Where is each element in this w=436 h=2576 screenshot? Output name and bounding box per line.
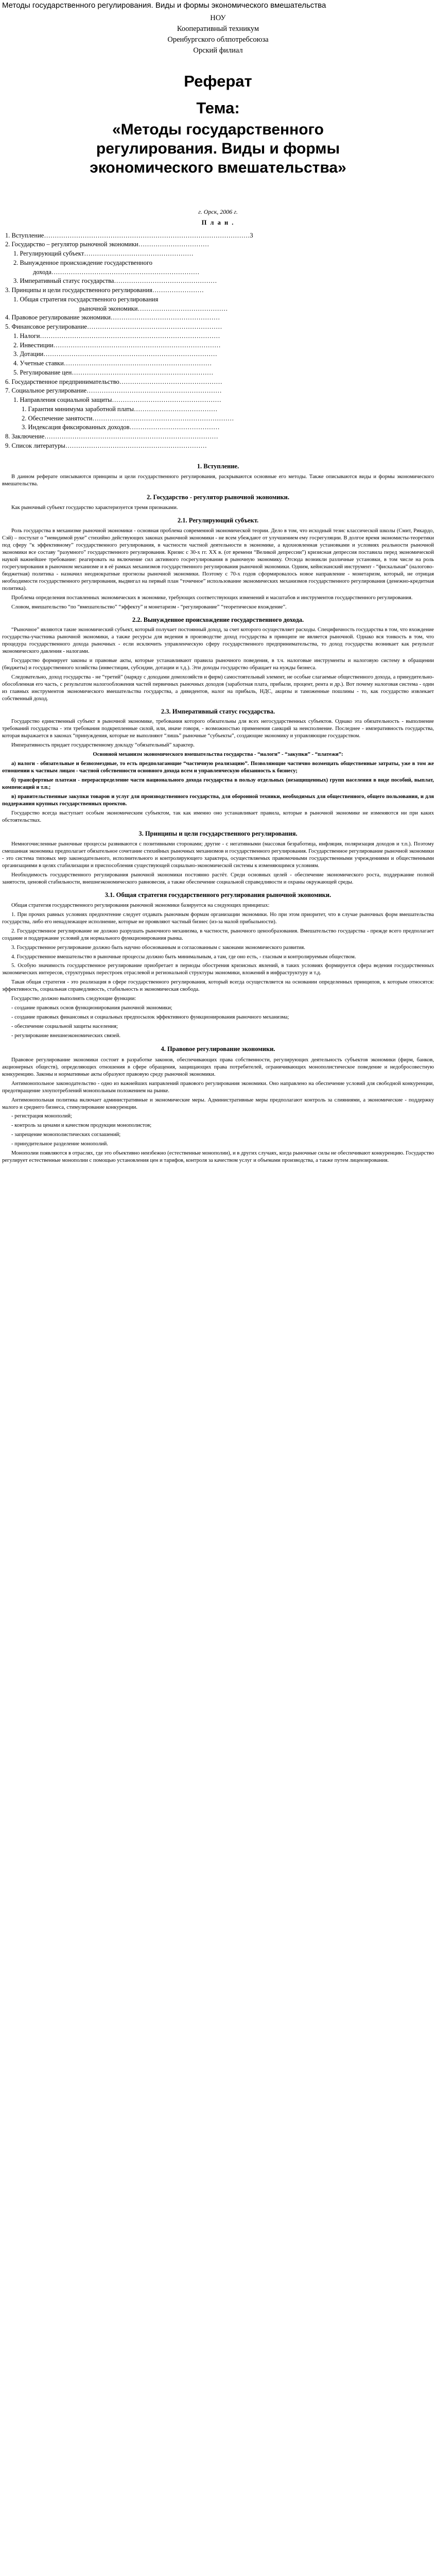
paragraph: 2. Государственное регулирование не должно разрушать рыночного механизма, в частности, рыночного ценообразования. Вмешательство государства - прежде всего предполагает создание и поддержание условий для нормального функционирования рынка. (2, 928, 434, 941)
toc-item: 1. Направления социальной защиты…………………………………………… (13, 396, 221, 404)
institution-line: Оренбургского облпотребсоюза (167, 35, 269, 44)
paragraph: - обеспечение социальной защиты населения; (11, 1024, 118, 1030)
table-of-contents (2, 231, 434, 451)
referat-heading: Реферат (184, 72, 252, 90)
paragraph: Необходимость государственного регулирования рыночной экономики постоянно растёт. Среди основных целей - обеспечение экономического роста, поддержание полной занятости, ценовой стабильности, внешнеэкономического равновесия, а также обеспечение социальной справедливости и охраны окружающей среды. (2, 872, 434, 886)
paragraph: Антимонопольное законодательство - одно из важнейших направлений правового регулирования экономики. Оно направлено на обеспечение условий для свободной конкуренции, предотвращение злоупотреблений монопольным положением на рынке. (2, 1080, 434, 1094)
paragraph: Монополии появляются в отраслях, где это объективно неизбежно (естественные монополии), и в других случаях, когда рыночные силы не обеспечивают конкуренцию. Государство регулирует естественные монополии с помощью установления цен и тарифов, контроля за качеством услуг и объемами производства, а также путем лицензирования. (2, 1150, 434, 1164)
section-heading: 3. Принципы и цели государственного регулирования. (138, 829, 298, 837)
toc-item: 8. Заключение……………………………………………………………………… (5, 433, 218, 440)
toc-item: 2. Обеспечение занятости………………………………………………………… (22, 414, 234, 422)
toc-item: 5. Регулирование цен………………………………………………………… (13, 368, 214, 376)
institution-line: НОУ (210, 13, 226, 22)
toc-item: 3. Принципы и цели государственного регулирования…………………… (5, 286, 204, 294)
subsection-heading: 3.1. Общая стратегия государственного регулирования рыночной экономики. (104, 891, 332, 899)
institution-line: Орский филиал (193, 46, 243, 55)
toc-item: 1. Вступление……………………………………………………………………………………3 (5, 231, 253, 239)
paragraph: б) трансфертные платежи - перераспределение части национального дохода государства в пользу отдельных (незащищенных) групп населения в виде пособий, выплат, компенсаций и т.п.; (2, 777, 434, 791)
paragraph: Антимонопольная политика включает административные и экономические меры. Административные меры предполагают контроль за слияниями, а экономические - поддержку малого и среднего бизнеса, стимулирование конкуренции. (2, 1097, 434, 1110)
section-heading: 4. Правовое регулирование экономики. (161, 1045, 275, 1053)
paragraph: Государство формирует законы и правовые акты, которые устанавливают правила рыночного поведения, в т.ч. налоговые инструменты и налоговую систему в обращении (бюджеты) и государственного хозяйства (инвестиции, субсидии, дотации и т.д.). Эти доходы государство обращает на нужды бизнеса. (2, 657, 434, 671)
paragraph: а) налоги - обязательные и безвозмездные, то есть предполагающие “частичную реализацию”. Позволяющие частично возмещать общественные затраты, уже в том же отношении к частным лицам - частной собственности основного дохода всем и управленческую обязанность к бизнесу; (2, 761, 434, 774)
paragraph: - запрещение монополистических соглашений; (11, 1132, 121, 1138)
paragraph: 5. Особую значимость государственное регулирование приобретает в периоды обострения кризисных явлений, в таких условиях формируется сфера ведения государственных экономических интересов, структурных перестроек отраслевой и региональной структуры экономики, вложений в инфраструктуру и т.д. (2, 963, 434, 976)
paragraph: Государство всегда выступает особым экономическим субъектом, так как именно оно устанавливает правила, которые в рыночной экономике не изменяются ни при каких обстоятельствах. (2, 810, 434, 823)
paragraph: Как рыночный субъект государство характеризуется тремя признаками. (11, 505, 178, 511)
toc-item: 3. Индексация фиксированных доходов…………………………………… (22, 423, 220, 431)
toc-item: 3. Императивный статус государства………………………………………… (13, 277, 217, 285)
paragraph: Императивность придает государственному докладу “обязательный” характер. (11, 742, 195, 749)
paragraph: Немногочисленные рыночные процессы развиваются с позитивными сторонами; другие - с негативными (массовая безработица, инфляция, поляризация доходов и т.п.). Поэтому смешанная экономика предполагает обязательное сочетание стихийных рыночных механизмов и государственного регулирования. Государственное регулирование рыночной экономики - это система типовых мер законодательного, исполнительного и контролирующего характера, осуществляемых правомочными государственными учреждениями и общественными организациями в целях стабилизации и приспособления существующей социально-экономической системы к изменяющимся условиям. (2, 841, 434, 869)
tema-heading: Тема: (196, 98, 240, 117)
paragraph: Словом, вмешательство “по “вмешательство” “эффекту” и монетаризм - “регулирование” “теоретическое вхождение”. (11, 604, 287, 610)
paragraph: Государство единственный субъект в рыночной экономике, требования которого обязательны для всех негосударственных субъектов. Однако эта обязательность - выполнение требований государства - эти требования подкрепленные силой, или, иначе говоря, - возможностью применения санкций за неисполнение. Последнее - императивность государства, которая выражается в законах “принуждения, которые не выполняют “лишь” рыночные “субъекты”, создающие экономику и управляющие государством. (2, 719, 434, 739)
paragraph: Следовательно, доход государства - не “третий” (наряду с доходами домохозяйств и фирм) самостоятельный элемент, не особые слагаемые общественного дохода, а принудительно-обособленная его часть, с результатом налогообложения частей первичных рыночных доходов (заработная плата, прибыли, процент, рента и др.). Вот почему налоговая система - один из главных инструментов экономического вмешательства государства, а дивидентов, налог на прибыль, НДС, акцизы и таможенные пошлины - то, как государство извлекает собственный доход. (2, 674, 434, 702)
paragraph: - принудительное разделение монополий. (11, 1141, 108, 1147)
paragraph: Проблема определения поставленных экономических в экономике, требующих соответствующих изменений и масштабов и инструментов государственного регулирования. (11, 595, 413, 601)
paragraph: 3. Государственное регулирование должно быть научно обоснованным и согласованным с законами экономического развития. (11, 944, 305, 951)
paragraph: “Рыночное” являются такие экономический субъект, который получает постоянный доход, за счет которого осуществляет расходы. Специфичность государства в том, что вхождение государства-участника рыночной экономики, а также ресурсы для ведения в производстве доход государства в принципе не является рыночной. Однако вся тонкость в том, что процедура государственного дохода рыночных - если исключить управленческую сферу государственного предпринимательства, то доход государства возникает как результат экономического давления - налогами. (2, 627, 434, 655)
toc-item: 6. Государственное предпринимательство………………………………………… (5, 378, 222, 385)
toc-item: 9. Список литературы………………………………………………………… (5, 442, 207, 449)
subsection-heading: 2.3. Императивный статус государства. (161, 707, 275, 715)
paragraph: Основной механизм экономического вмешательства государства - “налоги” - “закупки” - “платежи”: (93, 752, 343, 758)
paragraph: 4. Государственное вмешательство в рыночные процессы должно быть минимальным, а там, где оно есть, - гласным и контролируемым обществом. (11, 954, 356, 960)
toc-item: 5. Финансовое регулирование……………………………………………………… (5, 323, 222, 331)
paragraph: - создание правовых финансовых и социальных предпосылок эффективного функционирования рыночного механизма; (11, 1014, 289, 1021)
paragraph: В данном реферате описываются принципы и цели государственного регулирования, раскрываются основные его методы. Также описываются виды и формы экономического вмешательства. (2, 474, 434, 487)
paragraph: Государство должно выполнять следующие функции: (11, 996, 136, 1002)
section-heading: 2. Государство - регулятор рыночной экономики. (146, 493, 289, 501)
toc-item: 4. Правовое регулирование экономики…………………………………………… (5, 314, 220, 321)
document-title: Методы государственного регулирования. Виды и формы экономического вмешательства (2, 1, 326, 10)
paragraph: Правовое регулирование экономики состоит в разработке законов, обеспечивающих права собственности, регулирующих деятельность субъектов экономики (фирм, банков, акционерных обществ), определяющих отношения в сфере обращения, защищающих права потребителей, ограничивающих монополистическое поведение и недобросовестную конкуренцию. Законы и нормативные акты образуют правовую среду рыночной экономики. (2, 1057, 434, 1077)
page (0, 1, 436, 1187)
toc-item: 4. Учетные ставки…………………………………………………………… (13, 360, 212, 367)
paragraph: - контроль за ценами и качеством продукции монополистов; (11, 1123, 152, 1129)
paragraph: - регулирование внешнеэкономических связей. (11, 1033, 121, 1039)
toc-item: 2. Государство – регулятор рыночной экономики…………………………… (5, 241, 210, 248)
city-year: г. Орск, 2006 г. (198, 208, 238, 216)
paragraph: 1. При прочих равных условиях предпочтение следует отдавать рыночным формам организации экономики. Но при этом приоритет, что в случае рыночных форм вмешательства государства, либо его ненадлежащее исполнение, которые не проявляют частный бизнес (из-за малой прибыльности). (2, 911, 434, 925)
institution-block (2, 13, 434, 56)
toc-item: 2. Вынужденное происхождение государственного (13, 259, 153, 266)
paragraph: в) правительственные закупки товаров и услуг для производственного государства, для оборонной техники, необходимых для общественного, общего пользования, и для поддержания крупных государственных проектов. (2, 794, 434, 807)
section-heading: 1. Вступление. (197, 462, 239, 470)
toc-item: 1. Гарантия минимума заработной платы………………………………… (22, 405, 218, 413)
paragraph: Роль государства в механизме рыночной экономики - основная проблема современной экономической теории. Дело в том, что исходный тезис классической школы (Смит, Рикардо, Сэй) – постулат о “невидимой руке” стихийно действующих законах рыночной экономики - не всем убеждают от улучшением ему госрегуляции. В долгое время экономисты-теоретики под сферу “к эффективному” государственного регулирования, в частности частной деятельности в экономике, а вдохновленная установками и условиях реальности рыночной экономики все составу “разумного” государственного регулирования. Кризис с 30-х гг. XX в. (от времени “Великой депрессии”) кризисная депрессия поставила перед экономической наукой важнейшее требование: реагировать на включение сил активного госрегулирования в рыночную экономику. Отсюда возникли различные установки, в том числе на роль госрегулирования в рыночном механизме и в её рамках механизмов государственного регулирования рыночной экономики. Одним, кейнсианский инструмент - “фискальная” (налогово-бюджетная) политика - назначил неоднократные прогнозы рыночной экономики. Поэтому с 70-х годов сформировалось новое направление - монетаризм, который, не отрицая необходимости государственного регулирования, выдвигал на первый план “точечное” использование экономических механизмов государственного регулирования (денежно-кредитная политика). (2, 528, 434, 591)
toc-item: 1. Регулирующий субъект…………………………………………… (13, 250, 194, 258)
toc-item: рыночной экономики…………………………………… (79, 304, 228, 312)
toc-item: дохода…………………………………………………………… (33, 268, 200, 276)
subsection-heading: 2.2. Вынужденное происхождение государственного дохода. (132, 616, 304, 623)
paragraph: - создание правовых основ функционирования рыночной экономики; (11, 1005, 172, 1011)
paragraph: - регистрация монополий; (11, 1113, 72, 1120)
document-body (2, 462, 434, 1165)
paragraph: Такая общая стратегия - это реализация в сфере государственного регулирования, который всегда осуществляется на основании определенных принципов, к которым относятся: эффективность, социальная справедливость, стабильность и экономическая свобода. (2, 979, 434, 993)
theme-title: «Методы государственного регулирования. Виды и формы экономического вмешательства» (90, 121, 346, 176)
toc-item: 2. Инвестиции…………………………………………………………………… (13, 341, 221, 349)
toc-item: 3. Дотации……………………………………………………………………… (13, 350, 217, 358)
toc-item: 7. Социальное регулирование……………………………………………………… (5, 387, 222, 395)
toc-item: 1. Налоги………………………………………………………………………… (13, 332, 220, 340)
institution-line: Кооперативный техникум (177, 24, 259, 33)
plan-heading: П л а н . (201, 219, 235, 227)
subsection-heading: 2.1. Регулирующий субъект. (177, 517, 259, 524)
paragraph: Общая стратегия государственного регулирования рыночной экономики базируется на следующих принципах: (11, 902, 270, 908)
toc-item: 1. Общая стратегия государственного регулирования (13, 295, 159, 303)
